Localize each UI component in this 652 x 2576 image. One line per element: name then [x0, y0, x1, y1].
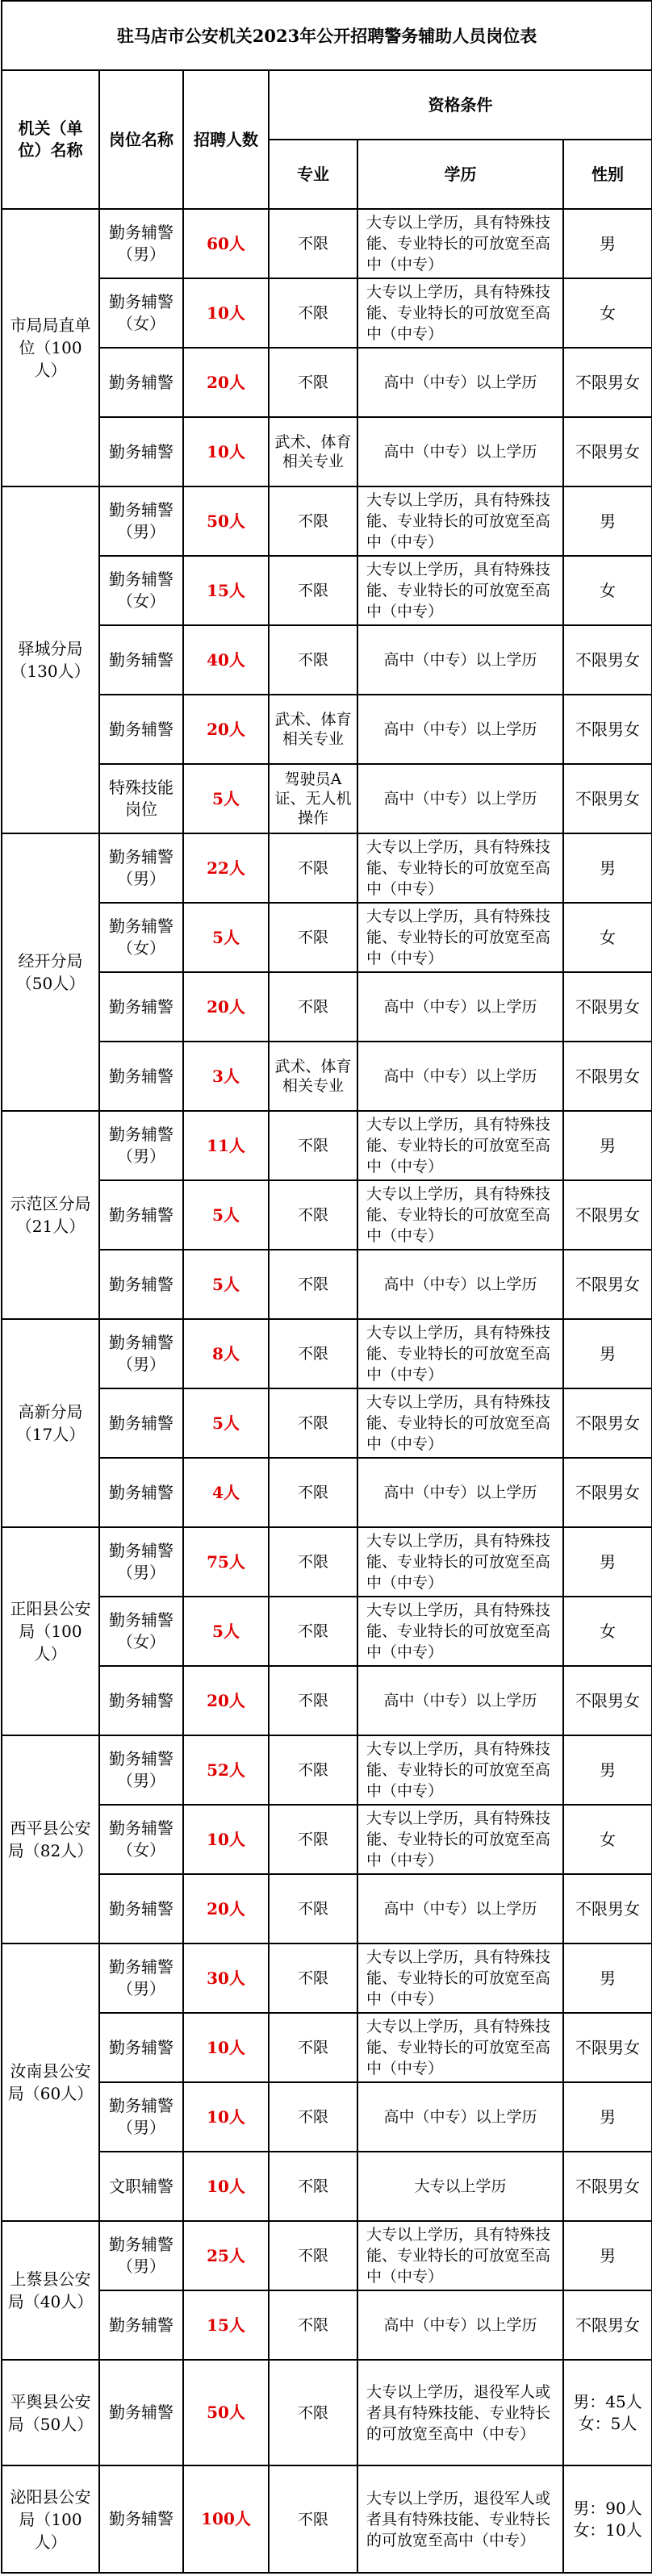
table-row — [2, 2290, 652, 2360]
gender-cell: 不限男女 — [563, 1250, 652, 1319]
education-cell: 高中（中专）以上学历 — [357, 348, 563, 417]
table-row — [2, 2013, 652, 2082]
count-cell: 50人 — [183, 2360, 269, 2465]
count-cell: 5人 — [183, 764, 269, 833]
post-cell: 勤务辅警（男） — [99, 833, 183, 903]
post-cell: 文职辅警 — [99, 2152, 183, 2221]
education-cell: 高中（中专）以上学历 — [357, 1458, 563, 1527]
gender-cell: 不限男女 — [563, 2290, 652, 2360]
major-cell: 不限 — [269, 1319, 357, 1388]
count-cell: 22人 — [183, 833, 269, 903]
table-row — [2, 1319, 652, 1388]
count-cell: 4人 — [183, 1458, 269, 1527]
major-cell: 不限 — [269, 1874, 357, 1943]
header-education: 学历 — [357, 140, 563, 209]
count-cell: 5人 — [183, 903, 269, 972]
education-cell: 大专以上学历，具有特殊技能、专业特长的可放宽至高中（中专） — [357, 278, 563, 348]
post-cell: 勤务辅警 — [99, 972, 183, 1042]
major-cell: 不限 — [269, 1458, 357, 1527]
post-cell: 勤务辅警 — [99, 2013, 183, 2082]
post-cell: 勤务辅警 — [99, 1250, 183, 1319]
education-cell: 大专以上学历，具有特殊技能、专业特长的可放宽至高中（中专） — [357, 209, 563, 278]
major-cell: 不限 — [269, 278, 357, 348]
post-cell: 勤务辅警（男） — [99, 1527, 183, 1597]
major-cell: 不限 — [269, 833, 357, 903]
count-cell: 10人 — [183, 2082, 269, 2152]
major-cell: 不限 — [269, 2152, 357, 2221]
unit-name-cell: 示范区分局（21人） — [2, 1111, 99, 1319]
major-cell: 不限 — [269, 1735, 357, 1805]
table-row — [2, 2360, 652, 2465]
count-cell: 20人 — [183, 348, 269, 417]
post-cell: 勤务辅警（男） — [99, 1943, 183, 2013]
education-cell: 大专以上学历，具有特殊技能、专业特长的可放宽至高中（中专） — [357, 1180, 563, 1250]
education-cell: 高中（中专）以上学历 — [357, 625, 563, 695]
gender-cell: 不限男女 — [563, 1180, 652, 1250]
post-cell: 勤务辅警 — [99, 695, 183, 764]
education-cell: 大专以上学历，具有特殊技能、专业特长的可放宽至高中（中专） — [357, 1388, 563, 1458]
gender-cell: 女 — [563, 903, 652, 972]
unit-name-cell: 驿城分局（130人） — [2, 486, 99, 833]
major-cell: 不限 — [269, 2221, 357, 2290]
gender-cell: 不限男女 — [563, 695, 652, 764]
gender-cell: 不限男女 — [563, 972, 652, 1042]
header-post: 岗位名称 — [99, 70, 183, 209]
post-cell: 勤务辅警 — [99, 2360, 183, 2465]
count-cell: 25人 — [183, 2221, 269, 2290]
table-row — [2, 209, 652, 278]
count-cell: 52人 — [183, 1735, 269, 1805]
post-cell: 勤务辅警（女） — [99, 556, 183, 625]
count-cell: 40人 — [183, 625, 269, 695]
unit-name-cell: 正阳县公安局（100人） — [2, 1527, 99, 1735]
education-cell: 高中（中专）以上学历 — [357, 972, 563, 1042]
count-cell: 10人 — [183, 278, 269, 348]
education-cell: 高中（中专）以上学历 — [357, 2082, 563, 2152]
count-cell: 20人 — [183, 1666, 269, 1735]
major-cell: 不限 — [269, 2465, 357, 2573]
unit-name-cell: 西平县公安局（82人） — [2, 1735, 99, 1943]
unit-name-cell: 泌阳县公安局（100人） — [2, 2465, 99, 2573]
count-cell: 10人 — [183, 2152, 269, 2221]
count-cell: 10人 — [183, 417, 269, 486]
gender-cell: 男 — [563, 1943, 652, 2013]
table-row — [2, 486, 652, 556]
major-cell: 不限 — [269, 1666, 357, 1735]
count-cell: 50人 — [183, 486, 269, 556]
education-cell: 高中（中专）以上学历 — [357, 1250, 563, 1319]
table-row — [2, 972, 652, 1042]
table-row — [2, 1388, 652, 1458]
education-cell: 高中（中专）以上学历 — [357, 695, 563, 764]
post-cell: 勤务辅警 — [99, 1458, 183, 1527]
education-cell: 高中（中专）以上学历 — [357, 764, 563, 833]
post-cell: 特殊技能岗位 — [99, 764, 183, 833]
header-count: 招聘人数 — [183, 70, 269, 209]
education-cell: 大专以上学历，具有特殊技能、专业特长的可放宽至高中（中专） — [357, 903, 563, 972]
gender-cell: 男 — [563, 1527, 652, 1597]
table-row — [2, 764, 652, 833]
unit-name-cell: 市局局直单位（100人） — [2, 209, 99, 486]
education-cell: 大专以上学历，具有特殊技能、专业特长的可放宽至高中（中专） — [357, 1735, 563, 1805]
education-cell: 高中（中专）以上学历 — [357, 1874, 563, 1943]
table-row — [2, 1735, 652, 1805]
major-cell: 不限 — [269, 348, 357, 417]
gender-cell: 不限男女 — [563, 348, 652, 417]
post-cell: 勤务辅警 — [99, 1042, 183, 1111]
post-cell: 勤务辅警 — [99, 2290, 183, 2360]
education-cell: 大专以上学历，退役军人或者具有特殊技能、专业特长的可放宽至高中（中专） — [357, 2360, 563, 2465]
gender-cell: 男 — [563, 833, 652, 903]
major-cell: 不限 — [269, 1250, 357, 1319]
post-cell: 勤务辅警（男） — [99, 486, 183, 556]
gender-cell: 女 — [563, 556, 652, 625]
header-unit: 机关（单位）名称 — [2, 70, 99, 209]
major-cell: 不限 — [269, 2013, 357, 2082]
table-row — [2, 2465, 652, 2573]
education-cell: 大专以上学历，具有特殊技能、专业特长的可放宽至高中（中专） — [357, 486, 563, 556]
table-row — [2, 1874, 652, 1943]
gender-cell: 不限男女 — [563, 1666, 652, 1735]
major-cell: 不限 — [269, 1805, 357, 1874]
table-row — [2, 1042, 652, 1111]
education-cell: 大专以上学历，具有特殊技能、专业特长的可放宽至高中（中专） — [357, 556, 563, 625]
major-cell: 不限 — [269, 625, 357, 695]
count-cell: 5人 — [183, 1250, 269, 1319]
post-cell: 勤务辅警（男） — [99, 2082, 183, 2152]
table-row — [2, 417, 652, 486]
post-cell: 勤务辅警（男） — [99, 1735, 183, 1805]
major-cell: 武术、体育相关专业 — [269, 417, 357, 486]
post-cell: 勤务辅警（女） — [99, 1805, 183, 1874]
gender-cell: 不限男女 — [563, 1458, 652, 1527]
table-row — [2, 1805, 652, 1874]
count-cell: 5人 — [183, 1180, 269, 1250]
gender-cell: 男 — [563, 1111, 652, 1180]
gender-cell: 不限男女 — [563, 417, 652, 486]
education-cell: 大专以上学历，具有特殊技能、专业特长的可放宽至高中（中专） — [357, 1527, 563, 1597]
major-cell: 不限 — [269, 1597, 357, 1666]
education-cell: 大专以上学历，具有特殊技能、专业特长的可放宽至高中（中专） — [357, 2013, 563, 2082]
post-cell: 勤务辅警 — [99, 348, 183, 417]
post-cell: 勤务辅警 — [99, 2465, 183, 2573]
post-cell: 勤务辅警（男） — [99, 1319, 183, 1388]
education-cell: 大专以上学历，具有特殊技能、专业特长的可放宽至高中（中专） — [357, 833, 563, 903]
major-cell: 不限 — [269, 1943, 357, 2013]
education-cell: 大专以上学历，退役军人或者具有特殊技能、专业特长的可放宽至高中（中专） — [357, 2465, 563, 2573]
gender-cell: 不限男女 — [563, 2013, 652, 2082]
unit-name-cell: 平舆县公安局（50人） — [2, 2360, 99, 2465]
count-cell: 15人 — [183, 556, 269, 625]
unit-name-cell: 高新分局（17人） — [2, 1319, 99, 1527]
table-row — [2, 625, 652, 695]
gender-cell: 女 — [563, 1597, 652, 1666]
gender-cell: 不限男女 — [563, 2152, 652, 2221]
table-row — [2, 1250, 652, 1319]
table-row — [2, 833, 652, 903]
table-row — [2, 1666, 652, 1735]
major-cell: 不限 — [269, 486, 357, 556]
gender-cell: 男 — [563, 1735, 652, 1805]
gender-cell: 不限男女 — [563, 1042, 652, 1111]
major-cell: 武术、体育相关专业 — [269, 1042, 357, 1111]
education-cell: 大专以上学历 — [357, 2152, 563, 2221]
table-row — [2, 1180, 652, 1250]
header-qualification: 资格条件 — [269, 70, 652, 140]
major-cell: 不限 — [269, 972, 357, 1042]
table-row — [2, 2152, 652, 2221]
count-cell: 60人 — [183, 209, 269, 278]
education-cell: 大专以上学历，具有特殊技能、专业特长的可放宽至高中（中专） — [357, 1805, 563, 1874]
count-cell: 20人 — [183, 972, 269, 1042]
major-cell: 不限 — [269, 1388, 357, 1458]
count-cell: 10人 — [183, 2013, 269, 2082]
unit-name-cell: 汝南县公安局（60人） — [2, 1943, 99, 2221]
post-cell: 勤务辅警（女） — [99, 1597, 183, 1666]
header-major: 专业 — [269, 140, 357, 209]
gender-cell: 女 — [563, 278, 652, 348]
major-cell: 驾驶员A证、无人机操作 — [269, 764, 357, 833]
count-cell: 8人 — [183, 1319, 269, 1388]
table-row — [2, 278, 652, 348]
gender-cell: 男：45人女：5人 — [563, 2360, 652, 2465]
major-cell: 不限 — [269, 2082, 357, 2152]
post-cell: 勤务辅警 — [99, 1666, 183, 1735]
count-cell: 20人 — [183, 695, 269, 764]
education-cell: 高中（中专）以上学历 — [357, 1042, 563, 1111]
gender-cell: 女 — [563, 1805, 652, 1874]
education-cell: 高中（中专）以上学历 — [357, 417, 563, 486]
major-cell: 不限 — [269, 1527, 357, 1597]
header-gender: 性别 — [563, 140, 652, 209]
table-row — [2, 556, 652, 625]
major-cell: 不限 — [269, 556, 357, 625]
education-cell: 高中（中专）以上学历 — [357, 1666, 563, 1735]
table-row — [2, 1527, 652, 1597]
unit-name-cell: 上蔡县公安局（40人） — [2, 2221, 99, 2360]
count-cell: 75人 — [183, 1527, 269, 1597]
education-cell: 大专以上学历，具有特殊技能、专业特长的可放宽至高中（中专） — [357, 2221, 563, 2290]
gender-cell: 不限男女 — [563, 764, 652, 833]
post-cell: 勤务辅警（男） — [99, 2221, 183, 2290]
count-cell: 20人 — [183, 1874, 269, 1943]
gender-cell: 不限男女 — [563, 625, 652, 695]
post-cell: 勤务辅警（男） — [99, 209, 183, 278]
gender-cell: 男 — [563, 2082, 652, 2152]
post-cell: 勤务辅警 — [99, 1874, 183, 1943]
gender-cell: 男 — [563, 1319, 652, 1388]
count-cell: 11人 — [183, 1111, 269, 1180]
table-title: 驻马店市公安机关2023年公开招聘警务辅助人员岗位表 — [2, 1, 652, 70]
table-row — [2, 1458, 652, 1527]
count-cell: 3人 — [183, 1042, 269, 1111]
post-cell: 勤务辅警 — [99, 1180, 183, 1250]
major-cell: 不限 — [269, 209, 357, 278]
count-cell: 100人 — [183, 2465, 269, 2573]
table-row — [2, 695, 652, 764]
count-cell: 5人 — [183, 1597, 269, 1666]
table-row — [2, 1943, 652, 2013]
education-cell: 大专以上学历，具有特殊技能、专业特长的可放宽至高中（中专） — [357, 1597, 563, 1666]
header-row-1 — [2, 70, 652, 140]
gender-cell: 男：90人女：10人 — [563, 2465, 652, 2573]
major-cell: 不限 — [269, 1180, 357, 1250]
major-cell: 不限 — [269, 2360, 357, 2465]
post-cell: 勤务辅警（女） — [99, 278, 183, 348]
post-cell: 勤务辅警 — [99, 1388, 183, 1458]
major-cell: 武术、体育相关专业 — [269, 695, 357, 764]
title-row — [2, 1, 652, 70]
table-row — [2, 1111, 652, 1180]
major-cell: 不限 — [269, 2290, 357, 2360]
unit-name-cell: 经开分局（50人） — [2, 833, 99, 1111]
post-cell: 勤务辅警（女） — [99, 903, 183, 972]
education-cell: 大专以上学历，具有特殊技能、专业特长的可放宽至高中（中专） — [357, 1319, 563, 1388]
table-row — [2, 1597, 652, 1666]
count-cell: 30人 — [183, 1943, 269, 2013]
education-cell: 大专以上学历，具有特殊技能、专业特长的可放宽至高中（中专） — [357, 1943, 563, 2013]
recruitment-table — [1, 0, 652, 2574]
count-cell: 5人 — [183, 1388, 269, 1458]
post-cell: 勤务辅警（男） — [99, 1111, 183, 1180]
table-row — [2, 2082, 652, 2152]
major-cell: 不限 — [269, 1111, 357, 1180]
table-row — [2, 2221, 652, 2290]
education-cell: 大专以上学历，具有特殊技能、专业特长的可放宽至高中（中专） — [357, 1111, 563, 1180]
count-cell: 15人 — [183, 2290, 269, 2360]
major-cell: 不限 — [269, 903, 357, 972]
post-cell: 勤务辅警 — [99, 625, 183, 695]
table-row — [2, 348, 652, 417]
table-row — [2, 903, 652, 972]
education-cell: 高中（中专）以上学历 — [357, 2290, 563, 2360]
count-cell: 10人 — [183, 1805, 269, 1874]
gender-cell: 男 — [563, 2221, 652, 2290]
gender-cell: 男 — [563, 486, 652, 556]
post-cell: 勤务辅警 — [99, 417, 183, 486]
gender-cell: 男 — [563, 209, 652, 278]
gender-cell: 不限男女 — [563, 1874, 652, 1943]
gender-cell: 不限男女 — [563, 1388, 652, 1458]
